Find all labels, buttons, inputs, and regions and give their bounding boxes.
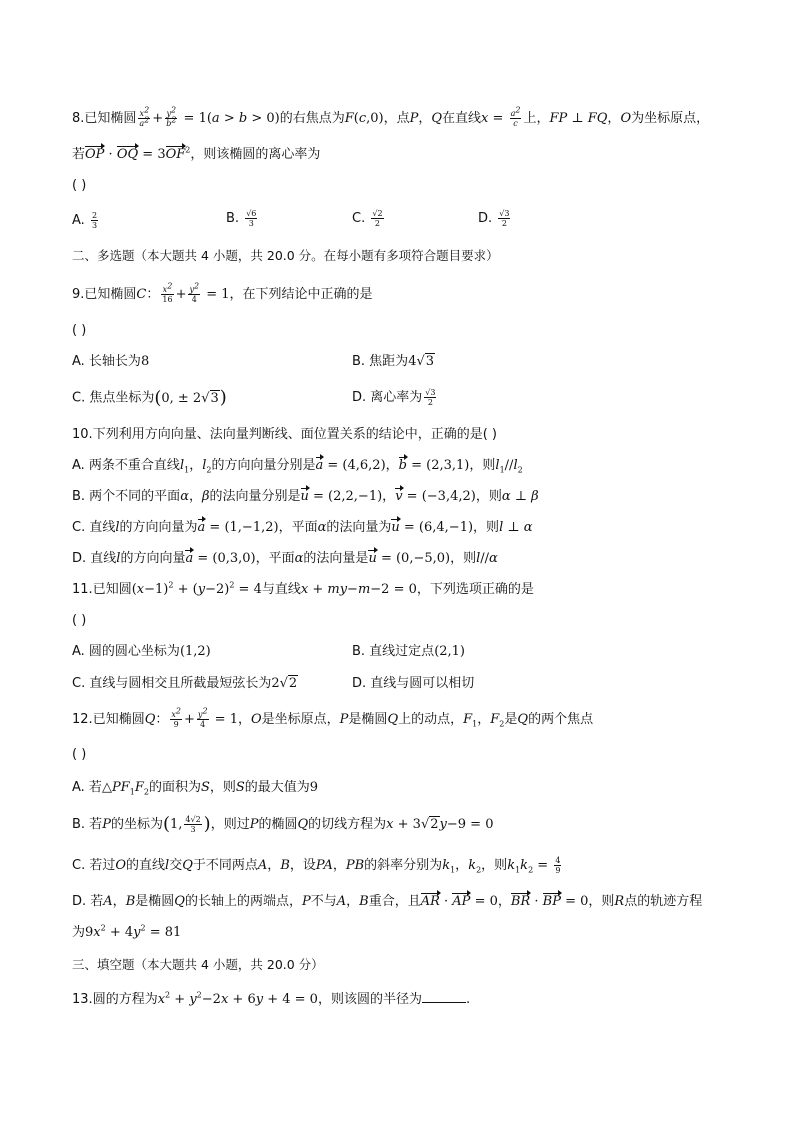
question-10-option-c[interactable]: C. 直线l的方向向量为a = (1,−1,2)，平面α的法向量为u = (6,4,−1)，则l ⊥ α <box>72 520 533 535</box>
question-9-option-a[interactable]: A. 长轴长为8 <box>72 354 150 369</box>
question-9-option-b[interactable]: B. 焦距为4√3 <box>352 354 435 369</box>
question-11-paren: ( ) <box>72 613 87 628</box>
question-10-stem: 10.下列利用方向向量、法向量判断线、面位置关系的结论中，正确的是( ) <box>72 427 497 442</box>
question-11-option-d[interactable]: D. 直线与圆可以相切 <box>352 676 475 691</box>
question-8-option-a[interactable]: A. $\frac{2}{3}$ <box>72 211 98 230</box>
question-10-option-a[interactable]: A. 两条不重合直线$l_1$，$l_2$的方向向量分别是a = (4,6,2)，b = (2,3,1)，则$l_1//l_2$ <box>72 458 523 475</box>
question-11-option-a[interactable]: A. 圆的圆心坐标为(1,2) <box>72 644 211 659</box>
question-9-option-c[interactable]: C. 焦点坐标为(0, ± 2√3) <box>72 387 227 408</box>
question-12-option-b[interactable]: B. 若P的坐标为(1, $\frac{4√2}{3}$ )，则过P的椭圆Q的切线方程为x + 3√2y−9 = 0 <box>72 813 494 835</box>
question-11-stem: 11.已知圆$(x-1)^2 + (y-2)^2 = 4$与直线x + my−m−2 = 0，下列选项正确的是 <box>72 580 534 597</box>
question-12-option-c[interactable]: C. 若过O的直线l交Q于不同两点A，B，设PA，PB的斜率分别为$k_1$，$k_2$，则$k_1k_2$ = $\frac{4}{9}$ <box>72 856 561 875</box>
question-8-option-d[interactable]: D. $\frac{√3}{2}$ <box>478 209 510 228</box>
question-11-option-b[interactable]: B. 直线过定点(2,1) <box>352 644 466 659</box>
question-10-option-d[interactable]: D. 直线l的方向向量a = (0,3,0)，平面α的法向量是u = (0,−5,0)，则l//α <box>72 551 498 566</box>
question-9-option-d[interactable]: D. 离心率为 $\frac{√3}{2}$ <box>352 388 436 407</box>
question-9-paren: ( ) <box>72 323 87 338</box>
question-12-paren: ( ) <box>72 747 87 762</box>
question-12-option-d[interactable]: D. 若A，B是椭圆Q的长轴上的两端点，P不与A，B重合，且AR · AP = 0，BR · BP = 0，则R点的轨迹方程 <box>72 894 703 909</box>
section-2-title: 二、多选题（本大题共 4 小题，共 20.0 分。在每小题有多项符合题目要求） <box>72 248 499 263</box>
section-3-title: 三、填空题（本大题共 4 小题，共 20.0 分） <box>72 957 324 972</box>
question-8-option-c[interactable]: C. $\frac{√2}{2}$ <box>352 209 383 228</box>
question-12-option-a[interactable]: A. 若$\triangle PF_1F_2$的面积为S，则S的最大值为9 <box>72 780 319 797</box>
question-8-condition: 若OP · OQ = $3OF^2$，则该椭圆的离心率为 <box>72 145 321 162</box>
question-10-option-b[interactable]: B. 两个不同的平面α，β的法向量分别是u = (2,2,−1)，v = (−3,4,2)，则α ⊥ β <box>72 489 539 504</box>
question-11-option-c[interactable]: C. 直线与圆相交且所截最短弦长为2√2 <box>72 676 298 691</box>
question-12-stem: 12.已知椭圆Q： $\frac{x^2}{9}$ + $\frac{y^2}{4}$ = 1，O是坐标原点，P是椭圆Q上的动点，$F_1$，$F_2$是Q的两个焦点 <box>72 706 594 729</box>
question-8-stem: 8.已知椭圆 $\frac{x^2}{a^2}$ + $\frac{y^2}{b^2}$ = 1(a > b > 0)的右焦点为F(c,0)，点P，Q在直线x = $\frac{a^2}{c}$ 上，FP ⊥ FQ，O为坐标原点， <box>72 105 710 128</box>
question-8-paren: ( ) <box>72 178 87 193</box>
answer-blank[interactable] <box>422 990 466 1003</box>
question-8-option-b[interactable]: B. $\frac{√6}{3}$ <box>226 209 257 228</box>
question-9-stem: 9.已知椭圆C： $\frac{x^2}{16}$ + $\frac{y^2}{4}$ = 1，在下列结论中正确的是 <box>72 281 373 304</box>
question-12-option-d-cont: 为$9x^2 + 4y^2 = 81$ <box>72 923 182 940</box>
question-13-stem: 13.圆的方程为$x^2 + y^2-2x + 6y + 4 = 0$，则该圆的半径为 . <box>72 990 471 1007</box>
